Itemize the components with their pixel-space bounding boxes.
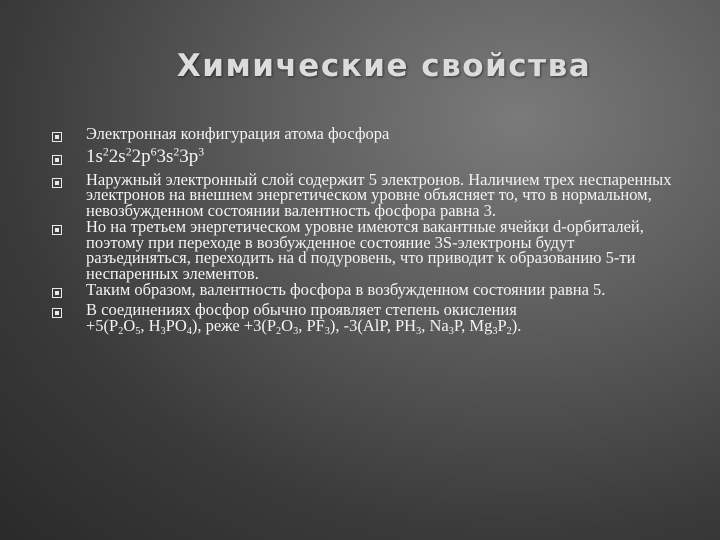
square-bullet-icon <box>52 126 86 146</box>
square-bullet-icon <box>52 302 86 322</box>
electron-count: 6 <box>150 145 157 159</box>
formula-subscript: 3 <box>160 325 166 337</box>
bullet-text: В соединениях фосфор обычно проявляет степень окисления <box>86 300 517 319</box>
formula-part: ), -3(AlP, PH <box>329 315 417 335</box>
formula-subscript: 2 <box>506 325 512 337</box>
formula-subscript: 3 <box>448 325 454 337</box>
formula-subscript: 3 <box>293 325 299 337</box>
formula-subscript: 2 <box>276 325 282 337</box>
formula-subscript: 4 <box>186 325 192 337</box>
electron-count: 2 <box>125 145 132 159</box>
formula-part: P, Mg <box>453 315 493 335</box>
formula-subscript: 3 <box>324 325 330 337</box>
bullet-text: Наружный электронный слой содержит 5 электронов. Наличием трех неспаренных электронов на внешнем энергетическом уровне объясняет то, что в нормальном, невозбужденном состоянии валентность фосфора равна 3. <box>86 169 672 220</box>
formula-part: , PF <box>298 315 325 335</box>
bullet-item <box>52 282 672 302</box>
square-bullet-icon <box>52 172 86 192</box>
formula-subscript: 5 <box>135 325 141 337</box>
formula-subscript: 3 <box>492 325 498 337</box>
square-bullet-icon <box>52 147 86 167</box>
formula-subscript: 3 <box>416 325 422 337</box>
square-bullet-icon <box>52 282 86 302</box>
bullet-item <box>52 169 672 220</box>
electron-count: 2 <box>102 145 109 159</box>
electron-count: 3 <box>198 145 205 159</box>
formula-part: P <box>497 315 507 335</box>
orbital-term: 3p <box>179 145 199 167</box>
bullet-item <box>52 126 672 147</box>
orbital-term: 2p <box>131 145 151 167</box>
orbital-term: 3s <box>156 145 174 167</box>
bullet-text: Электронная конфигурация атома фосфора <box>86 124 390 143</box>
formula-part: PO <box>165 315 187 335</box>
formula-part: +5(P <box>86 315 119 335</box>
formula-subscript: 2 <box>118 325 124 337</box>
formula-part: O <box>123 315 136 335</box>
bullet-text: Но на третьем энергетическом уровне имеются вакантные ячейки d-орбиталей, поэтому при переходе в возбужденное состояние 3S-электроны будут разъединяться, переходить на d подуровень, что приводит к образованию 5-ти неспаренных элементов. <box>86 217 644 283</box>
formula-part: , H <box>140 315 161 335</box>
formula-part: O <box>281 315 294 335</box>
bullet-item <box>52 147 672 172</box>
orbital-term: 1s <box>86 145 103 167</box>
electron-configuration <box>86 147 672 167</box>
oxidation-states-text <box>86 300 672 337</box>
bullet-item <box>52 219 672 282</box>
orbital-term: 2s <box>108 145 126 167</box>
bullet-list <box>52 124 672 337</box>
formula-part: ). <box>511 315 522 335</box>
bullet-item <box>52 300 672 337</box>
square-bullet-icon <box>52 219 86 239</box>
electron-count: 2 <box>173 145 180 159</box>
slide-title: Химические свойства <box>176 48 592 84</box>
formula-part: , Na <box>421 315 449 335</box>
formula-part: ), реже +3(P <box>191 315 277 335</box>
oxidation-formula <box>86 316 521 335</box>
bullet-text: Таким образом, валентность фосфора в возбужденном состоянии равна 5. <box>86 280 606 299</box>
